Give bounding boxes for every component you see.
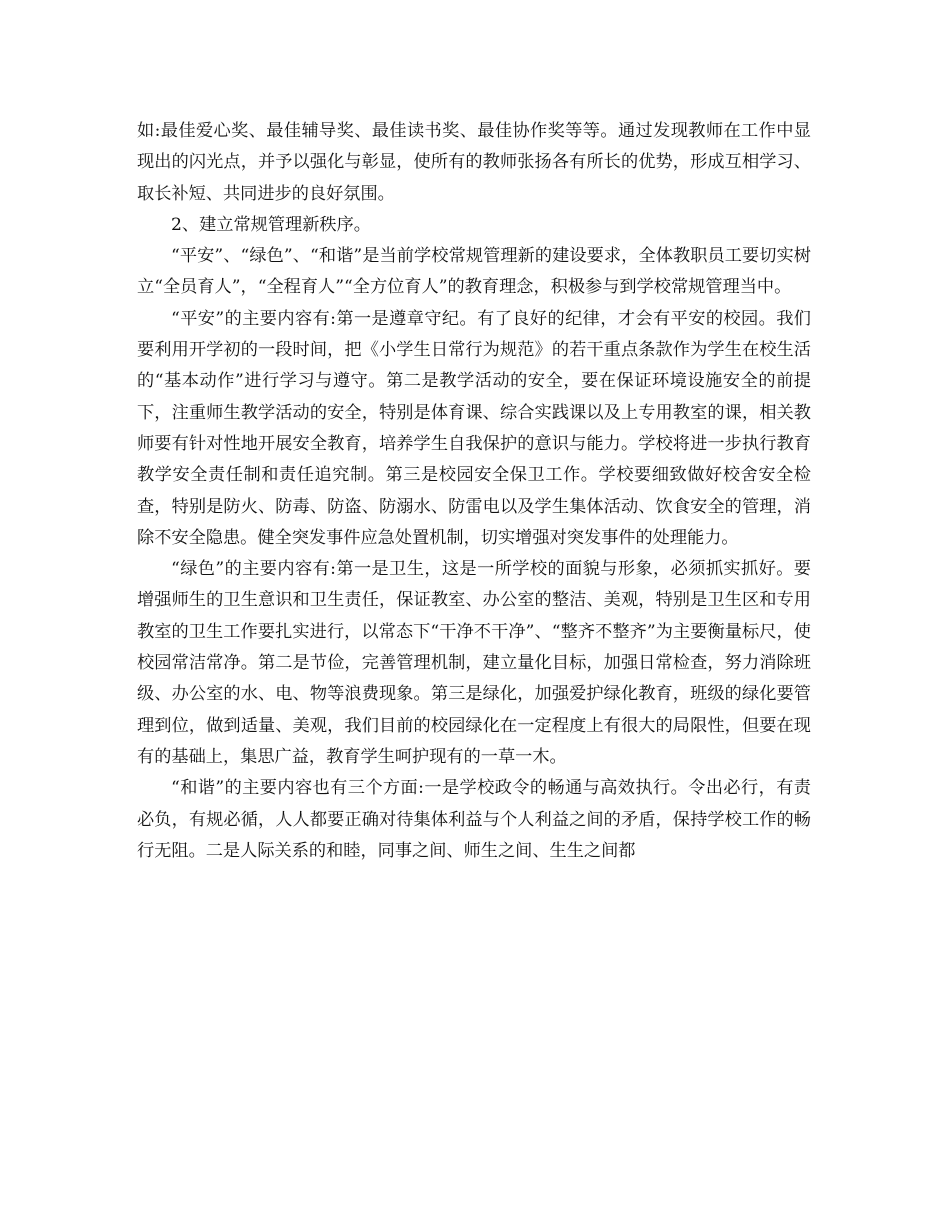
paragraph-safety: “平安”的主要内容有:第一是遵章守纪。有了良好的纪律，才会有平安的校园。我们要利用开学初的一段时间，把《小学生日常行为规范》的若干重点条款作为学生在校生活的“基本动作”进行学习与遵守。第二是教学活动的安全，要在保证环境设施安全的前提下，注重师生教学活动的安全，特别是体育课、综合实践课以及上专用教室的课，相关教师要有针对性地开展安全教育，培养学生自我保护的意识与能力。学校将进一步执行教育教学安全责任制和责任追究制。第三是校园安全保卫工作。学校要细致做好校舍安全检查，特别是防火、防毒、防盗、防溺水、防雷电以及学生集体活动、饮食安全的管理，消除不安全隐患。健全突发事件应急处置机制，切实增强对突发事件的处理能力。 xyxy=(137,308,811,548)
paragraph-management-requirements: “平安”、“绿色”、“和谐”是当前学校常规管理新的建设要求，全体教职员工要切实树立“全员育人”，“全程育人”“全方位育人”的教育理念，积极参与到学校常规管理当中。 xyxy=(137,246,811,298)
paragraph-awards-continuation: 如:最佳爱心奖、最佳辅导奖、最佳读书奖、最佳协作奖等等。通过发现教师在工作中显现出的闪光点，并予以强化与彰显，使所有的教师张扬各有所长的优势，形成互相学习、取长补短、共同进步的良好氛围。 xyxy=(137,121,811,204)
paragraph-green: “绿色”的主要内容有:第一是卫生，这是一所学校的面貌与形象，必须抓实抓好。要增强师生的卫生意识和卫生责任，保证教室、办公室的整洁、美观，特别是卫生区和专用教室的卫生工作要扎实进行，以常态下“干净不干净”、“整齐不整齐”为主要衡量标尺，使校园常洁常净。第二是节俭，完善管理机制，建立量化目标，加强日常检查，努力消除班级、办公室的水、电、物等浪费现象。第三是绿化，加强爱护绿化教育，班级的绿化要管理到位，做到适量、美观，我们目前的校园绿化在一定程度上有很大的局限性，但要在现有的基础上，集思广益，教育学生呵护现有的一草一木。 xyxy=(137,559,811,767)
paragraph-harmony: “和谐”的主要内容也有三个方面:一是学校政令的畅通与高效执行。令出必行，有责必负，有规必循，人人都要正确对待集体利益与个人利益之间的矛盾，保持学校工作的畅行无阻。二是人际关系的和睦，同事之间、师生之间、生生之间都 xyxy=(137,778,811,861)
paragraph-section-heading: 2、建立常规管理新秩序。 xyxy=(171,214,371,235)
document-body xyxy=(137,116,811,867)
